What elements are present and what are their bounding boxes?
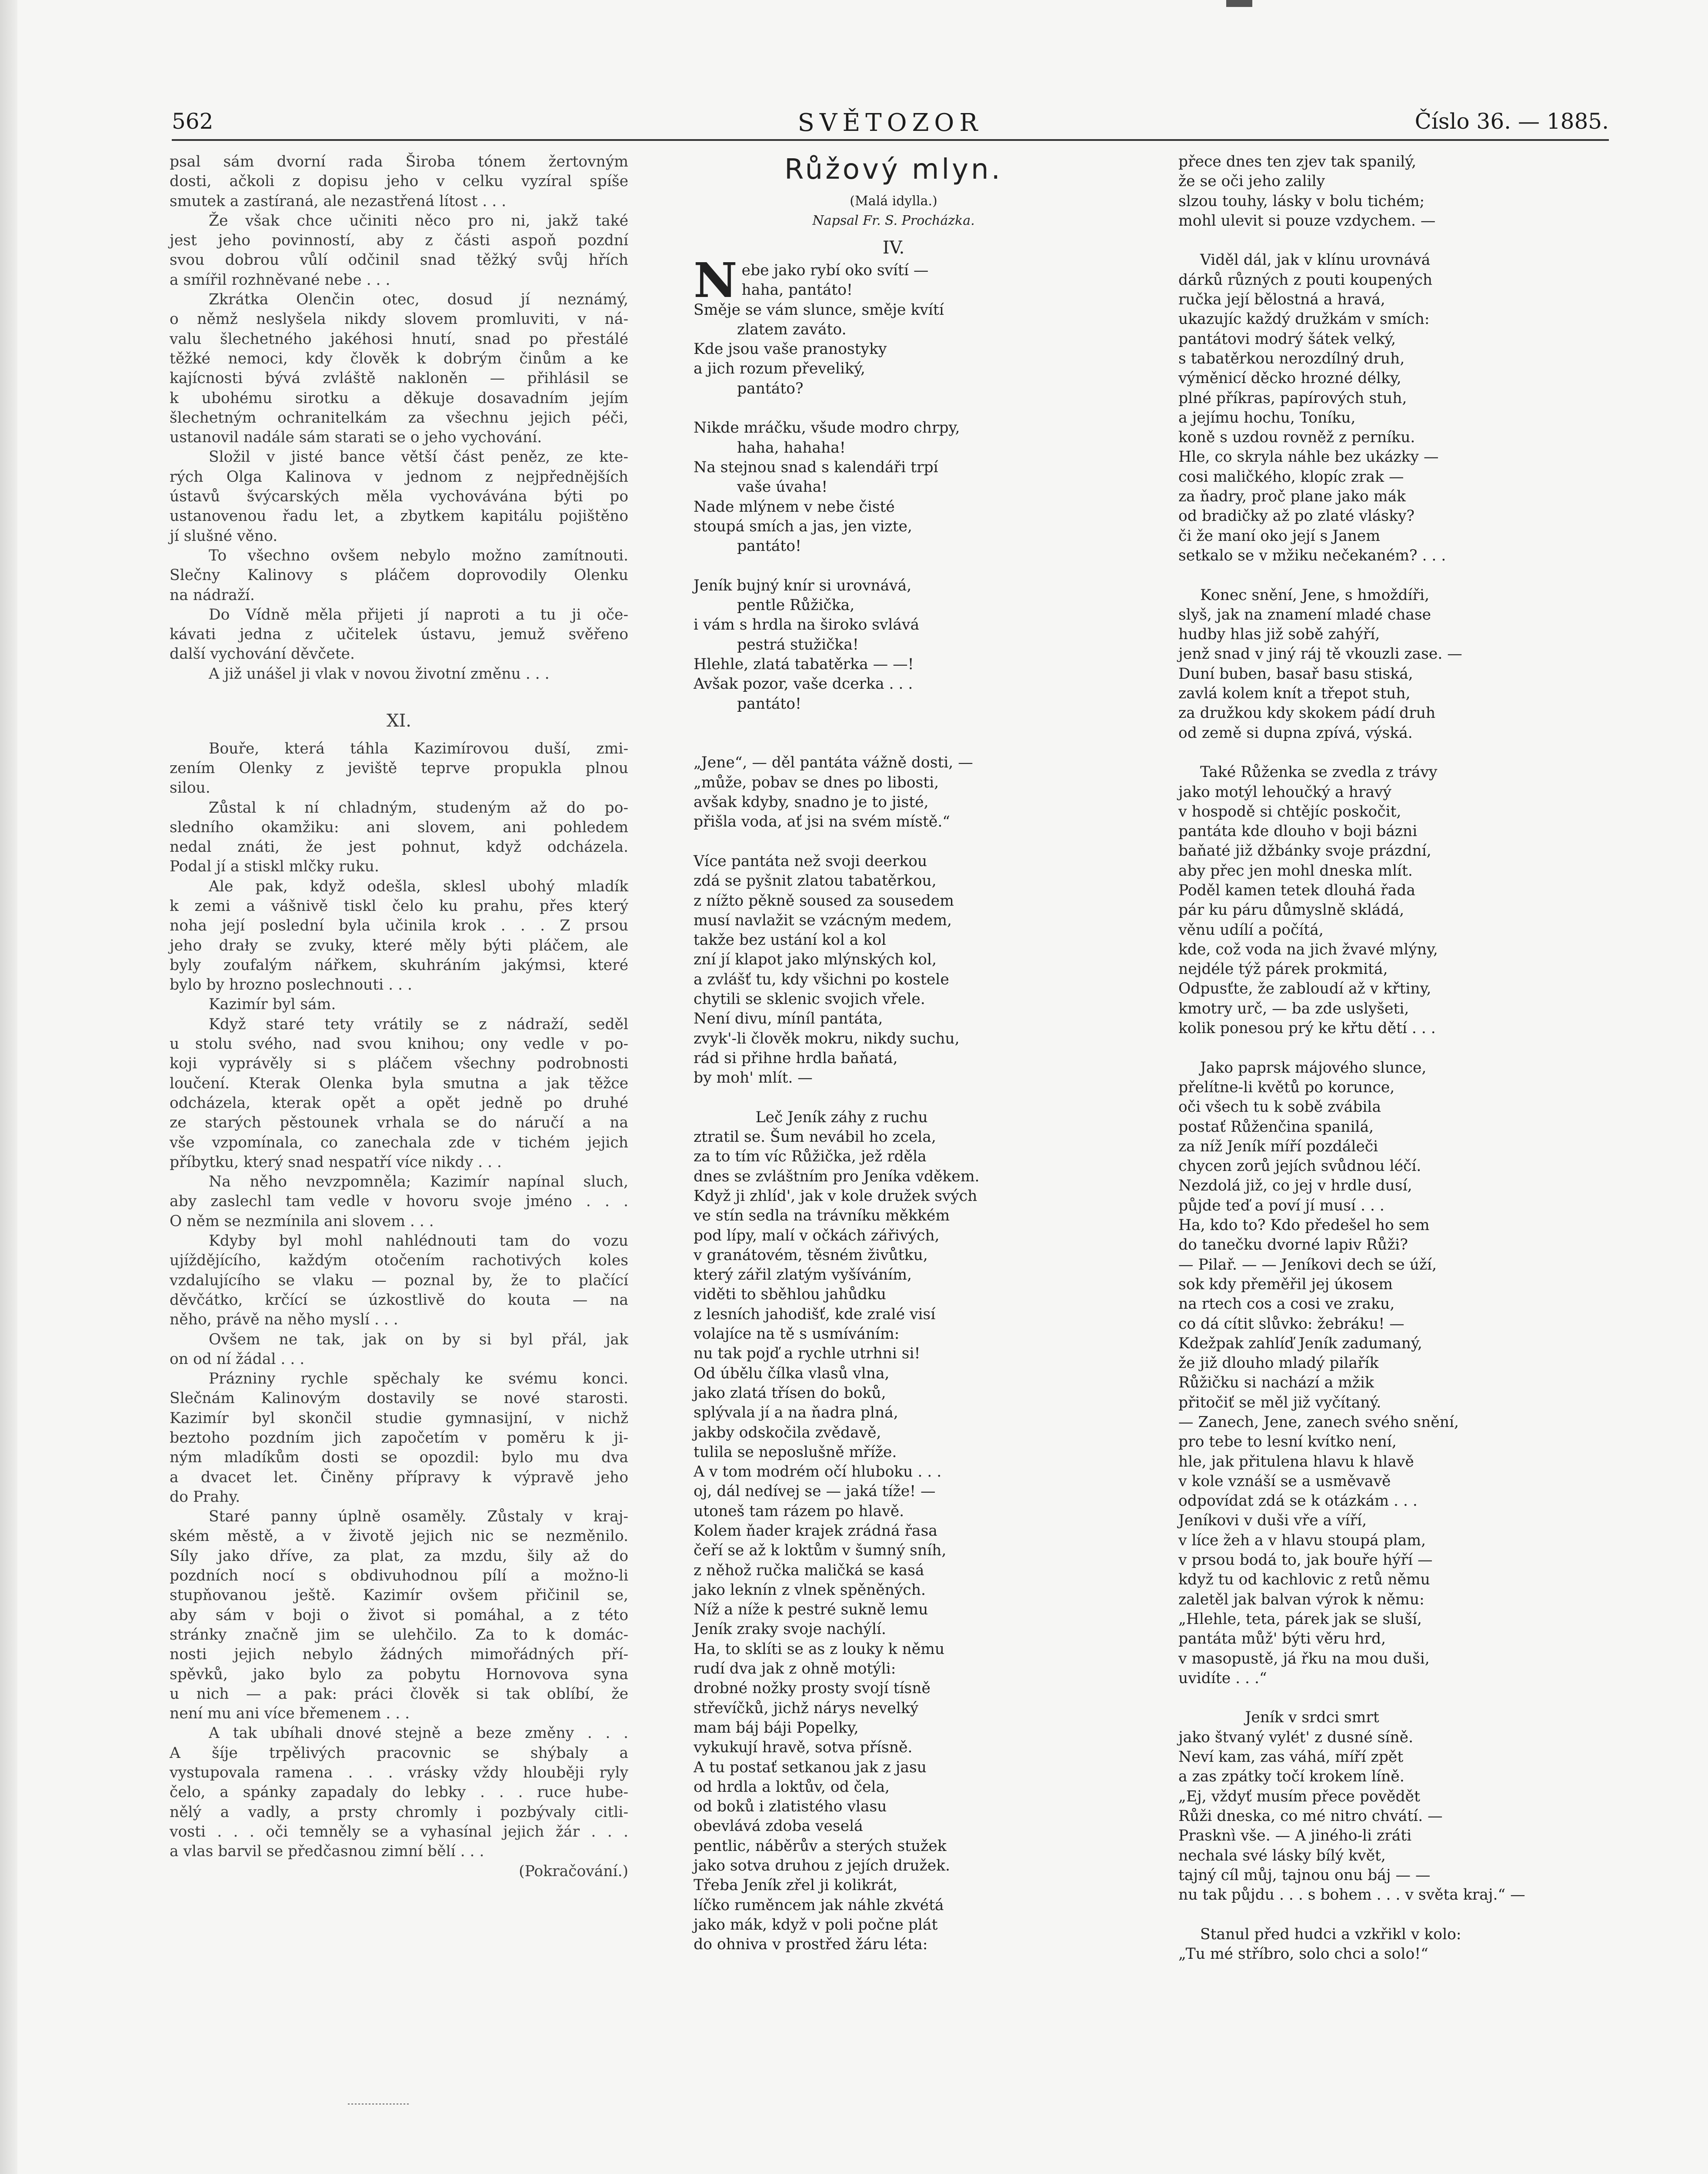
verse-line: do tanečku dvorné lapiv Růži? — [1178, 1236, 1408, 1254]
verse-line: Růži dneska, co mé nitro chvátí. — — [1178, 1807, 1443, 1825]
verse-line: kolik ponesou prý ke křtu dětí . . . — [1178, 1020, 1436, 1037]
verse-line: s tabatěrkou nerozdílný druh, — [1178, 350, 1405, 367]
verse-line: jako motýl lehoučký a hravý — [1178, 783, 1391, 801]
text-line: nosti jejich nebylo žádných mimořádných pří- — [170, 1646, 628, 1664]
verse-line: Hlehle, zlatá tabatěrka — —! — [694, 655, 914, 673]
verse-line: přišla voda, ať jsi na svém místě.“ — [694, 813, 950, 831]
verse-line: či že maní oko její s Janem — [1178, 527, 1381, 545]
verse-line: tulila se neposlušně mříže. — [694, 1443, 897, 1461]
text-line: svou dobrou vůlí odčinil snad těžký svůj hřích — [170, 251, 628, 269]
page-number: 562 — [172, 109, 214, 134]
column-right — [1178, 152, 1609, 1964]
text-line: do Prahy. — [170, 1488, 240, 1506]
verse-line: pantáta můž' býti věru hrd, — [1178, 1630, 1386, 1648]
verse-line: utoneš tam rázem po hlavě. — [694, 1502, 904, 1520]
text-line: Slečny Kalinovy s pláčem doprovodily Olenku — [170, 567, 628, 584]
verse-line: a zas zpátky točí krokem líně. — [1178, 1768, 1404, 1786]
verse-line: v prsou bodá to, jak bouře hýří — — [1178, 1551, 1433, 1569]
text-line: jí slušné věno. — [170, 527, 278, 545]
verse-line: střevíčků, jichž nárys nevelký — [694, 1699, 919, 1717]
verse-line: nejdéle týž párek prokmitá, — [1178, 960, 1388, 978]
text-line: ujíždějícího, každým otočením rachotivých koles — [170, 1252, 628, 1270]
verse-line: kde, což voda na jich žvavé mlýny, — [1178, 940, 1438, 958]
text-line: Ovšem ne tak, jak on by si byl přál, jak — [209, 1330, 628, 1348]
verse-line: Ha, kdo to? Kdo předešel ho sem — [1178, 1217, 1430, 1234]
verse-line: pantáta kde dlouho v boji bázni — [1178, 823, 1418, 840]
verse-line: za ňadry, proč plane jako mák — [1178, 488, 1406, 506]
verse-line: nu tak půjdu . . . s bohem . . . v světa kraj.“ — — [1178, 1886, 1525, 1904]
verse-line: Kdežpak zahlíď Jeník zadumaný, — [1178, 1334, 1422, 1352]
continued-note: (Pokračování.) — [519, 1862, 628, 1880]
verse-line: mam báj báji Popelky, — [694, 1719, 859, 1737]
header-rule — [172, 139, 1609, 141]
stanza-gap — [694, 714, 1094, 734]
masthead-title: SVĚTOZOR — [797, 109, 983, 137]
verse-line: Také Růženka se zvedla z trávy — [1200, 764, 1438, 781]
verse-line: jenž snad v jiný ráj tě vkouzli zase. — — [1178, 645, 1462, 663]
text-line: nělý a vadly, a prsty chromly i pozbývaly citli- — [170, 1803, 628, 1821]
text-line: ustanovenou řadu let, a zbytkem kapitálu pojištěno — [170, 507, 628, 525]
text-line: děvčátko, krčící se úzkostlivě do kouta — na — [170, 1291, 628, 1309]
text-line: zením Olenky z jeviště teprve propukla plnou — [170, 759, 628, 777]
verse-line: přitočiť se měl již vyčítaný. — [1178, 1394, 1381, 1411]
text-line: valu šlechetného jakéhosi hnutí, snad po přestálé — [170, 330, 628, 348]
text-line: To všechno ovšem nebylo možno zamítnouti. — [209, 547, 628, 564]
text-line: Že však chce učiniti něco pro ni, jakž také — [209, 212, 628, 230]
verse-line: v hospodě si chtějíc poskočit, — [1178, 803, 1401, 820]
verse-line: odpovídat zdá se k otázkám . . . — [1178, 1492, 1418, 1510]
text-line: šlechetným ochranitelkám za všechnu jejich péči, — [170, 409, 628, 427]
stanza-gap — [1178, 1038, 1609, 1058]
verse-line: věnu udílí a počítá, — [1178, 921, 1324, 939]
verse-line: Jeník bujný knír si urovnává, — [694, 577, 912, 594]
text-line: pozdních nocí s obdivuhodnou pílí a možno-li — [170, 1567, 628, 1585]
verse-line: Prasknì vše. — A jiného-li zráti — [1178, 1827, 1412, 1845]
text-line: k ubohému sirotku a děkuje dosavadním jejím — [170, 389, 628, 407]
drop-cap: N — [694, 252, 737, 308]
poem-subtitle: (Malá idylla.) — [850, 193, 937, 209]
verse-line: rudí dva jak z ohně motýli: — [694, 1660, 896, 1678]
text-line: byly zoufalým nářkem, skuhráním jakýmsi, které — [170, 956, 628, 974]
text-line: na nádraží. — [170, 586, 255, 604]
verse-line: jako mák, když v poli počne plát — [694, 1916, 938, 1934]
text-line: jeho drały se zvuky, které měly býti pláčem, ale — [170, 937, 628, 954]
verse-line: kmotry urč, — ba zde uslyšeti, — [1178, 1000, 1409, 1017]
text-line: kávati jedna z učitelek ústavu, jemuž svěřeno — [170, 626, 628, 644]
verse-line: který zářil zlatým vyšíváním, — [694, 1266, 912, 1284]
verse-line: A v tom modrém očí hluboku . . . — [694, 1463, 942, 1481]
text-line: Prázniny rychle spěchaly ke svému konci. — [209, 1370, 628, 1388]
verse-line: Stanul před hudci a vzkřikl v kolo: — [1200, 1925, 1461, 1943]
spacer — [170, 684, 628, 704]
verse-line: od hrdla a loktův, od čela, — [694, 1778, 890, 1796]
text-line: Zkrátka Olenčin otec, dosud jí neznámý, — [209, 291, 628, 309]
verse-line: zaletěl jak balvan výrok k němu: — [1178, 1590, 1424, 1608]
verse-line: tajný cíl můj, tajnou onu báj — — — [1178, 1866, 1431, 1884]
page-header — [172, 109, 1609, 143]
poem-title: Růžový mlyn. — [784, 153, 1003, 186]
verse-line: Níž a níže k pestré sukně lemu — [694, 1601, 928, 1619]
text-line: rých Olga Kalinova v jednom z nejpřednějších — [170, 468, 628, 486]
verse-line: když tu od kachlovic z retů němu — [1178, 1571, 1430, 1589]
stanza-gap — [1178, 231, 1609, 250]
verse-line: pentlic, náběrův a sterých stužek — [694, 1837, 947, 1855]
verse-line: vykukují hravě, sotva přísně. — [694, 1739, 913, 1757]
verse-line: Více pantáta než svoji deerkou — [694, 852, 927, 870]
verse-line: nechala své lásky bílý květ, — [1178, 1847, 1386, 1864]
verse-line: pantáto? — [737, 380, 804, 397]
text-line: beztoho pozdním jich započetím v poměru k ji- — [170, 1429, 628, 1447]
verse-line: Leč Jeník záhy z ruchu — [694, 1108, 928, 1126]
top-edge-mark — [1226, 0, 1252, 7]
verse-line: chytili se sklenic svojich vřele. — [694, 990, 925, 1008]
verse-line: za družkou kdy skokem pádí druh — [1178, 704, 1436, 722]
verse-line: „může, pobav se dnes po libosti, — [694, 774, 939, 791]
verse-line: oči všech tu k sobě zvábila — [1178, 1098, 1381, 1116]
text-line: psal sám dvorní rada Široba tónem žertovným — [170, 153, 628, 170]
verse-line: haha, hahaha! — [737, 439, 846, 457]
verse-line: že již dlouho mladý pilařík — [1178, 1354, 1379, 1372]
text-line: Když staré tety vrátily se z nádraží, seděl — [209, 1015, 628, 1033]
verse-line: ukazujíc každý družkám v smích: — [1178, 310, 1430, 328]
text-line: vše vzpomínala, co zanechala zde v tichém jejich — [170, 1134, 628, 1151]
text-line: nedal znáti, že jest pohnut, když odcházela. — [170, 838, 628, 856]
text-line: A tak ubíhali dnové stejně a beze změny . . . — [209, 1724, 628, 1742]
verse-line: koně s uzdou rovněž z perníku. — [1178, 429, 1415, 447]
text-line: Zůstal k ní chladným, studeným až do po- — [209, 799, 628, 817]
verse-line: Avšak pozor, vaše dcerka . . . — [694, 675, 913, 693]
verse-line: pantáto! — [737, 537, 801, 555]
verse-line: ztratil se. Šum nevábil ho zcela, — [694, 1128, 936, 1146]
verse-line: čeří se až k loktům v šumný sníh, — [694, 1542, 947, 1560]
verse-line: baňaté již džbánky svoje prázdní, — [1178, 842, 1431, 860]
stanza-gap — [694, 399, 1094, 418]
text-line: A již unášel ji vlak v novou životní změnu . . . — [209, 665, 550, 683]
text-line: Slečnám Kalinovým dostavily se nové starosti. — [170, 1390, 628, 1407]
stanza-gap — [1178, 743, 1609, 763]
verse-line: pár ku páru důmyslně skládá, — [1178, 901, 1404, 919]
text-line: o němž neslyšela nikdy slovem promluviti, v ná- — [170, 310, 628, 328]
text-line: silou. — [170, 779, 210, 797]
verse-line: obevlává zdoba veselá — [694, 1817, 863, 1835]
verse-line: musí navlažit se vzácným medem, — [694, 911, 952, 929]
verse-line: Na stejnou snad s kalendáři trpí — [694, 458, 938, 476]
text-line: u stolu svého, nad svou knihou; ony vedle v po- — [170, 1035, 628, 1053]
text-line: stupňovanou ještě. Kazimír ovšem přičinil se, — [170, 1587, 628, 1604]
stanza-gap — [694, 734, 1094, 753]
stanza-gap — [694, 832, 1094, 852]
text-line: Síly jako dříve, za plat, za mzdu, šily až do — [170, 1547, 628, 1565]
verse-line: z lesních jahodišť, kde zralé visí — [694, 1305, 936, 1323]
verse-line: v líce žeh a v hlavu stoupá plam, — [1178, 1531, 1426, 1549]
verse-line: Nezdolá již, co jej v hrdle dusí, — [1178, 1177, 1412, 1195]
text-line: ze starých pěstounek vrhala se do náručí a na — [170, 1114, 628, 1132]
text-line: ústavů švýcarských měla vychovávána býti po — [170, 488, 628, 506]
verse-line: a jejímu hochu, Toníku, — [1178, 409, 1356, 427]
verse-line: pod lípy, malí v očkách zářivých, — [694, 1227, 940, 1244]
verse-line: pro tebe to lesní kvítko není, — [1178, 1433, 1397, 1451]
text-line: noha její poslední byla učinila krok . . . Z prsou — [170, 917, 628, 935]
verse-line: od bradičky až po zlaté vlásky? — [1178, 507, 1415, 525]
verse-line: od boků i zlatistého vlasu — [694, 1798, 887, 1816]
verse-line: jako leknín z vlnek spěněných. — [694, 1581, 926, 1599]
verse-line: Jeník zraky svoje nachýlí. — [694, 1620, 886, 1638]
verse-line: zdá se pyšnit zlatou tabatěrkou, — [694, 872, 937, 890]
stanza-gap — [1178, 566, 1609, 585]
issue-info: Číslo 36. — 1885. — [1414, 109, 1609, 134]
verse-line: ručka její bělostná a hravá, — [1178, 291, 1385, 309]
poem-part-number: IV. — [882, 238, 905, 258]
verse-line: zní jí klapot jako mlýnských kol, — [694, 951, 937, 969]
verse-line: v granátovém, těsném živůtku, — [694, 1246, 928, 1264]
verse-line: ve stín sedla na trávníku měkkém — [694, 1207, 950, 1225]
verse-line: pentle Růžička, — [737, 597, 855, 614]
text-line: loučení. Kterak Olenka byla smutna a jak těžce — [170, 1074, 628, 1092]
column-middle — [694, 152, 1094, 1955]
verse-line: v kole vznáší se a usměvavě — [1178, 1472, 1391, 1490]
text-line: sledního okamžiku: ani slovem, ani pohledem — [170, 818, 628, 836]
verse-line: nu tak pojď a rychle utrhni si! — [694, 1345, 921, 1363]
verse-line: splývala jí a na ňadra plná, — [694, 1404, 898, 1422]
verse-line: jako štvaný vylét' z dusné síně. — [1178, 1728, 1414, 1746]
text-line: a vlas barvil se předčasnou zimní bělí . . . — [170, 1843, 484, 1861]
verse-line: pantátovi modrý šátek velký, — [1178, 330, 1396, 348]
verse-line: mohl ulevit si pouze vzdychem. — — [1178, 212, 1436, 230]
verse-line: — Zanech, Jene, zanech svého snění, — [1178, 1414, 1459, 1431]
verse-line: takže bez ustání kol a kol — [694, 931, 887, 949]
verse-line: a jich rozum převeliký, — [694, 360, 865, 378]
verse-line: volajíce na tě s usmíváním: — [694, 1325, 900, 1343]
ornament-line-icon — [348, 2102, 409, 2106]
verse-line: by moh' mlít. — — [694, 1069, 813, 1087]
verse-line: pestrá stužička! — [737, 636, 859, 654]
column-left — [170, 152, 628, 1881]
page-edge-shadow — [0, 0, 17, 2174]
text-line: Do Vídně měla přijeti jí naproti a tu ji oče- — [209, 606, 628, 624]
verse-text: ebe jako rybí oko svítí — — [741, 262, 929, 279]
verse-line: jakby odskočila zvědavě, — [694, 1424, 881, 1441]
text-line: není mu ani více břemenem . . . — [170, 1705, 410, 1723]
text-line: stránky značně jim se ulehčilo. Za to k domác- — [170, 1626, 628, 1644]
verse-line: zlatem zaváto. — [737, 320, 847, 338]
verse-line: Není divu, míníl pantáta, — [694, 1010, 883, 1028]
text-line: těžké nemoci, kdy člověk k dobrým činům a ke — [170, 350, 628, 367]
text-line: Na něho nevzpomněla; Kazimír napínal sluch, — [209, 1173, 628, 1191]
verse-line: Duní buben, basař basu stiská, — [1178, 665, 1413, 683]
text-line: Kazimír byl sám. — [209, 996, 336, 1014]
verse-line: viděti to sběhlou jahůdku — [694, 1286, 886, 1304]
verse-line: dárků různých z pouti koupených — [1178, 271, 1433, 289]
text-line: Kazimír byl skončil studie gymnasijní, v nichž — [170, 1409, 628, 1427]
verse-line: do ohniva v prostřed žáru léta: — [694, 1936, 928, 1954]
text-line: kajícnosti bývá zvláště nakloněn — přihlásil se — [170, 370, 628, 387]
verse-line: „Tu mé stříbro, solo chci a solo!“ — [1178, 1945, 1428, 1963]
verse-line: Jeníkovi v duši vře a víří, — [1178, 1512, 1367, 1530]
text-line: aby sám v boji o život si pomáhal, a z této — [170, 1606, 628, 1624]
verse-line: plné příkras, papírových stuh, — [1178, 389, 1407, 407]
text-line: Ale pak, když odešla, sklesl ubohý mladík — [209, 877, 628, 895]
verse-line: cosi maličkého, klopíc zrak — — [1178, 468, 1404, 486]
text-line: O něm se nezmínila ani slovem . . . — [170, 1212, 434, 1230]
verse-line: Jako paprsk májového slunce, — [1200, 1059, 1427, 1077]
verse-line: uvidíte . . .“ — [1178, 1669, 1267, 1687]
stanza-gap — [694, 1088, 1094, 1107]
text-line: další vychování děvčete. — [170, 645, 355, 663]
text-line: čelo, a spánky zapadaly do lebky . . . ruce hube- — [170, 1784, 628, 1801]
verse-line: aby přec jen mohl dneska mlít. — [1178, 862, 1413, 880]
verse-line: Když ji zhlíd', jak v kole družek svých — [694, 1187, 977, 1205]
text-line: u nich — a pak: práci člověk si tak oblíbí, že — [170, 1685, 628, 1703]
poem-body-middle — [694, 252, 1094, 1955]
verse-line: — Pilař. — — Jeníkovi dech se úží, — [1178, 1256, 1437, 1274]
verse-line: od země si dupna zpívá, výská. — [1178, 724, 1413, 742]
verse-line: Kde jsou vaše pranostyky — [694, 340, 887, 358]
text-line: něho, právě na něho myslí . . . — [170, 1311, 398, 1329]
verse-line: co dá cítit slůvko: žebráku! — — [1178, 1315, 1404, 1333]
text-line: vzdalujícího se vlaku — poznal by, že to plačící — [170, 1271, 628, 1289]
verse-line: za níž Jeník míří pozdáleči — [1178, 1137, 1378, 1155]
verse-line: Směje se vám slunce, směje kvítí — [694, 301, 944, 319]
verse-line: Od úbělu čílka vlasů vlna, — [694, 1364, 890, 1382]
section-end-ornament — [348, 2102, 409, 2106]
text-line: smutek a zastíraná, ale nezastřená lítost . . . — [170, 192, 507, 210]
verse-line: stoupá smích a jas, jen vizte, — [694, 517, 912, 535]
verse-line: půjde teď a poví jí musí . . . — [1178, 1197, 1384, 1214]
stanza-gap — [1178, 1688, 1609, 1708]
text-line: Kdyby byl mohl nahlédnouti tam do vozu — [209, 1232, 628, 1250]
text-line: koji vyprávěly si s pláčem všechny podrobnosti — [170, 1055, 628, 1073]
text-line: dosti, ačkoli z dopisu jeho v celku vyzíral spíše — [170, 173, 628, 190]
verse-line: Ha, to sklíti se as z louky k němu — [694, 1640, 945, 1658]
verse-line: slyš, jak na znamení mladé chase — [1178, 606, 1431, 624]
verse-line: na rtech cos a cosi ve zraku, — [1178, 1295, 1395, 1313]
verse-line: jako sotva druhou z jejích družek. — [694, 1857, 951, 1875]
verse-line: vaše úvaha! — [737, 478, 828, 496]
verse-line: Nikde mráčku, všude modro chrpy, — [694, 419, 960, 437]
verse-line: jako zlatá třísen do boků, — [694, 1384, 886, 1402]
verse-line: zvyk'-li člověk mokru, nikdy suchu, — [694, 1030, 960, 1047]
verse-line: hle, jak přitulena hlavu k hlavě — [1178, 1453, 1414, 1470]
text-line: Složil v jisté bance větší část peněz, ze kte- — [209, 448, 628, 466]
verse-line: Hle, co skryla náhle bez ukázky — — [1178, 448, 1439, 466]
verse-line: přelítne-li květů po korunce, — [1178, 1078, 1395, 1096]
text-line: Staré panny úplně osaměly. Zůstaly v kraj- — [209, 1508, 628, 1526]
text-line: aby zaslechl tam vedle v hovoru svoje jméno . . . — [170, 1193, 628, 1210]
verse-line: Nade mlýnem v nebe čisté — [694, 498, 895, 516]
text-line: jest jeho povinností, aby z části aspoň pozdní — [170, 232, 628, 250]
verse-line: za to tím víc Růžička, jež rděla — [694, 1148, 927, 1166]
verse-line: „Ej, vždyť musím přece povědět — [1178, 1787, 1420, 1805]
verse-line: Odpusťte, že zabloudí až v křtiny, — [1178, 980, 1431, 998]
text-line: vosti . . . oči temněly se a vyhasínal jejich žár . . . — [170, 1823, 628, 1841]
verse-line: avšak kdyby, snadno je to jisté, — [694, 794, 929, 811]
text-line: vystupovala ramena . . . vrásky vždy hlouběji ryly — [170, 1764, 628, 1782]
verse-line: Kolem ňader krajek zrádná řasa — [694, 1522, 937, 1540]
verse-line: přece dnes ten zjev tak spanilý, — [1178, 153, 1417, 170]
verse-line: hudby hlas již sobě zahýří, — [1178, 626, 1380, 644]
verse-line: líčko ruměncem jak náhle zkvétá — [694, 1896, 944, 1914]
text-line: k zemi a vášnivě tiskl čelo ku prahu, přes který — [170, 897, 628, 915]
text-line: Podal jí a stiskl mlčky ruku. — [170, 858, 379, 876]
section-heading: XI. — [387, 711, 411, 731]
verse-line: i vám s hrdla na široko svlává — [694, 616, 920, 634]
verse-line: rád si přihne hrdla baňatá, — [694, 1049, 898, 1067]
text-line: ském městě, a v životě jejich nic se nezměnilo. — [170, 1527, 628, 1545]
verse-line: Růžičku si nachází a mžik — [1178, 1374, 1374, 1392]
verse-line: zavlá kolem knít a třepot stuh, — [1178, 685, 1411, 703]
verse-line: v masopustě, já řku na mou duši, — [1178, 1650, 1430, 1667]
text-line: ustanovil nadále sám starati se o jeho vychování. — [170, 429, 542, 447]
text-line: bylo by hrozno poslechnouti . . . — [170, 976, 412, 994]
text-line: on od ní žádal . . . — [170, 1350, 305, 1368]
verse-line: Třeba Jeník zřel ji kolikrát, — [694, 1877, 898, 1894]
verse-line: sok kdy přeměřil jej úkosem — [1178, 1275, 1393, 1293]
text-line: Bouře, která táhla Kazimírovou duší, zmi- — [209, 740, 628, 757]
verse-line: Viděl dál, jak v klínu urovnává — [1200, 251, 1431, 269]
poem-author: Napsal Fr. S. Procházka. — [812, 213, 975, 228]
verse-line: Jeník v srdci smrt — [1178, 1709, 1379, 1727]
stanza-gap — [694, 556, 1094, 576]
verse-line: oj, dál nedívej se — jaká tíže! — — [694, 1483, 936, 1500]
text-line: spěvků, jako bylo za pobytu Hornovova syna — [170, 1665, 628, 1683]
verse-line: Poděl kamen tetek dlouhá řada — [1178, 881, 1415, 899]
verse-line: postať Růženčina spanilá, — [1178, 1118, 1374, 1136]
text-line: a smířil rozhněvané nebe . . . — [170, 271, 390, 289]
verse-line: A tu postať setkanou jak z jasu — [694, 1758, 927, 1776]
verse-line: haha, pantáto! — [741, 281, 853, 299]
verse-line: z nížto pěkně soused za sousedem — [694, 892, 954, 910]
verse-line: Konec snění, Jene, s hmoždíři, — [1200, 586, 1430, 604]
verse-line: z něhož ručka maličká se kasá — [694, 1561, 924, 1579]
verse-line: že se oči jeho zalily — [1178, 173, 1325, 190]
verse-line: pantáto! — [737, 695, 801, 713]
verse-line: slzou touhy, lásky v bolu tichém; — [1178, 192, 1425, 210]
verse-line: a zvlášť tu, kdy všichni po kostele — [694, 970, 949, 988]
verse-line: „Jene“, — děl pantáta vážně dosti, — — [694, 754, 973, 772]
stanza-gap — [1178, 1905, 1609, 1924]
verse-line: „Hlehle, teta, párek jak se sluší, — [1178, 1610, 1422, 1628]
verse-line: setkalo se v mžiku nečekaném? . . . — [1178, 547, 1446, 564]
verse-line: Neví kam, zas váhá, míří zpět — [1178, 1748, 1404, 1766]
verse-line: dnes se zvláštním pro Jeníka vděkem. — [694, 1167, 980, 1185]
verse-line: drobné nožky prosty svojí tísně — [694, 1680, 931, 1697]
text-line: ným mladíkům dosti se opozdil: bylo mu dva — [170, 1449, 628, 1467]
text-line: a dvacet let. Činěny přípravy k výpravě jeho — [170, 1468, 628, 1486]
verse-line: chycen zorů jejích svůdnou léčí. — [1178, 1157, 1421, 1175]
text-line: příbytku, který snad nespatří více nikdy . . . — [170, 1153, 502, 1171]
text-line: odcházela, kterak opět a opět jedně po druhé — [170, 1094, 628, 1112]
verse-line: výměnicí děcko hrozné délky, — [1178, 370, 1401, 387]
text-line: A šíje trpělivých pracovnic se shýbaly a — [170, 1744, 628, 1762]
